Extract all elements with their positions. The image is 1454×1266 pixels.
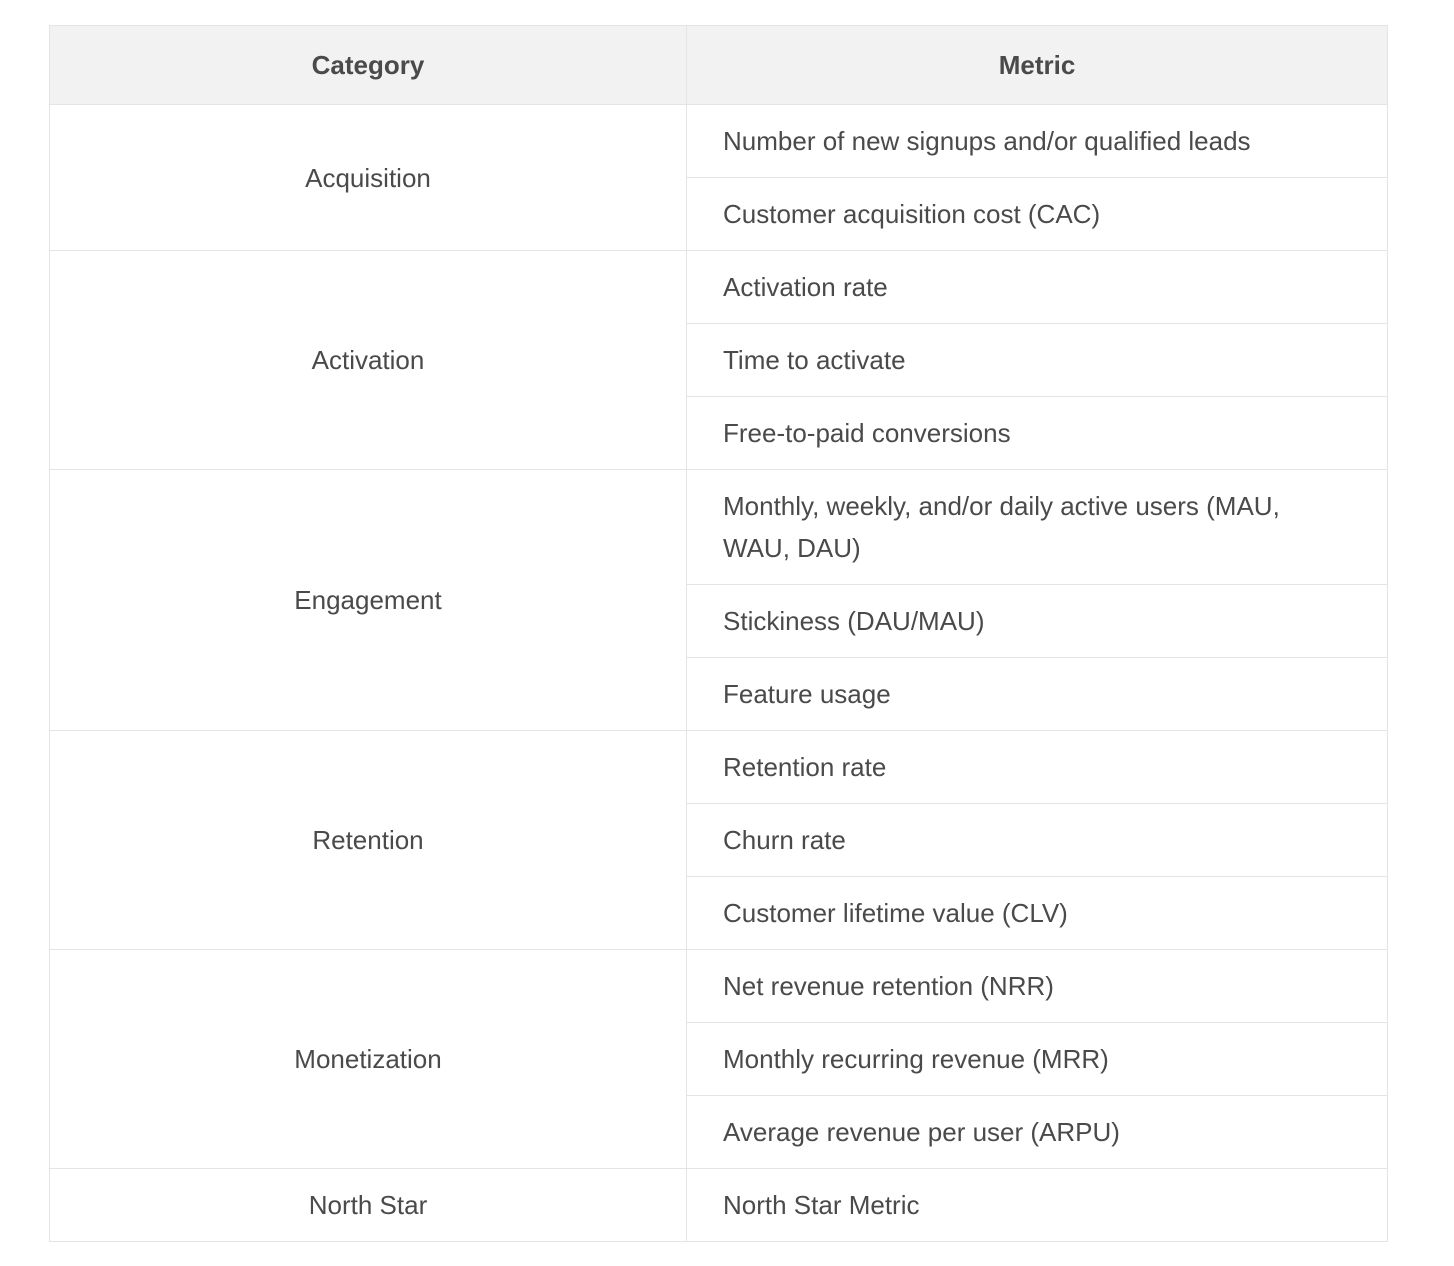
category-cell-activation: Activation bbox=[50, 251, 687, 470]
metric-cell: Free-to-paid conversions bbox=[687, 397, 1388, 470]
table-row bbox=[50, 470, 1388, 585]
metric-cell: Time to activate bbox=[687, 324, 1388, 397]
metric-cell: Retention rate bbox=[687, 731, 1388, 804]
table-row bbox=[50, 1169, 1388, 1242]
metric-cell: Monthly, weekly, and/or daily active users (MAU, WAU, DAU) bbox=[687, 470, 1388, 585]
metric-cell: Feature usage bbox=[687, 658, 1388, 731]
metrics-table bbox=[49, 25, 1388, 1242]
metrics-table-container bbox=[49, 25, 1387, 1242]
category-cell-acquisition: Acquisition bbox=[50, 105, 687, 251]
metric-cell: Number of new signups and/or qualified leads bbox=[687, 105, 1388, 178]
table-row bbox=[50, 950, 1388, 1023]
table-row bbox=[50, 731, 1388, 804]
category-cell-retention: Retention bbox=[50, 731, 687, 950]
table-row bbox=[50, 251, 1388, 324]
table-body bbox=[50, 105, 1388, 1242]
metric-cell: Customer lifetime value (CLV) bbox=[687, 877, 1388, 950]
category-column-header: Category bbox=[50, 26, 687, 105]
metric-column-header: Metric bbox=[687, 26, 1388, 105]
metric-cell: North Star Metric bbox=[687, 1169, 1388, 1242]
category-cell-monetization: Monetization bbox=[50, 950, 687, 1169]
table-header bbox=[50, 26, 1388, 105]
metric-cell: Customer acquisition cost (CAC) bbox=[687, 178, 1388, 251]
metric-cell: Average revenue per user (ARPU) bbox=[687, 1096, 1388, 1169]
metric-cell: Monthly recurring revenue (MRR) bbox=[687, 1023, 1388, 1096]
category-cell-north-star: North Star bbox=[50, 1169, 687, 1242]
metric-cell: Churn rate bbox=[687, 804, 1388, 877]
metric-cell: Stickiness (DAU/MAU) bbox=[687, 585, 1388, 658]
metric-cell: Net revenue retention (NRR) bbox=[687, 950, 1388, 1023]
category-cell-engagement: Engagement bbox=[50, 470, 687, 731]
header-row bbox=[50, 26, 1388, 105]
metric-cell: Activation rate bbox=[687, 251, 1388, 324]
table-row bbox=[50, 105, 1388, 178]
